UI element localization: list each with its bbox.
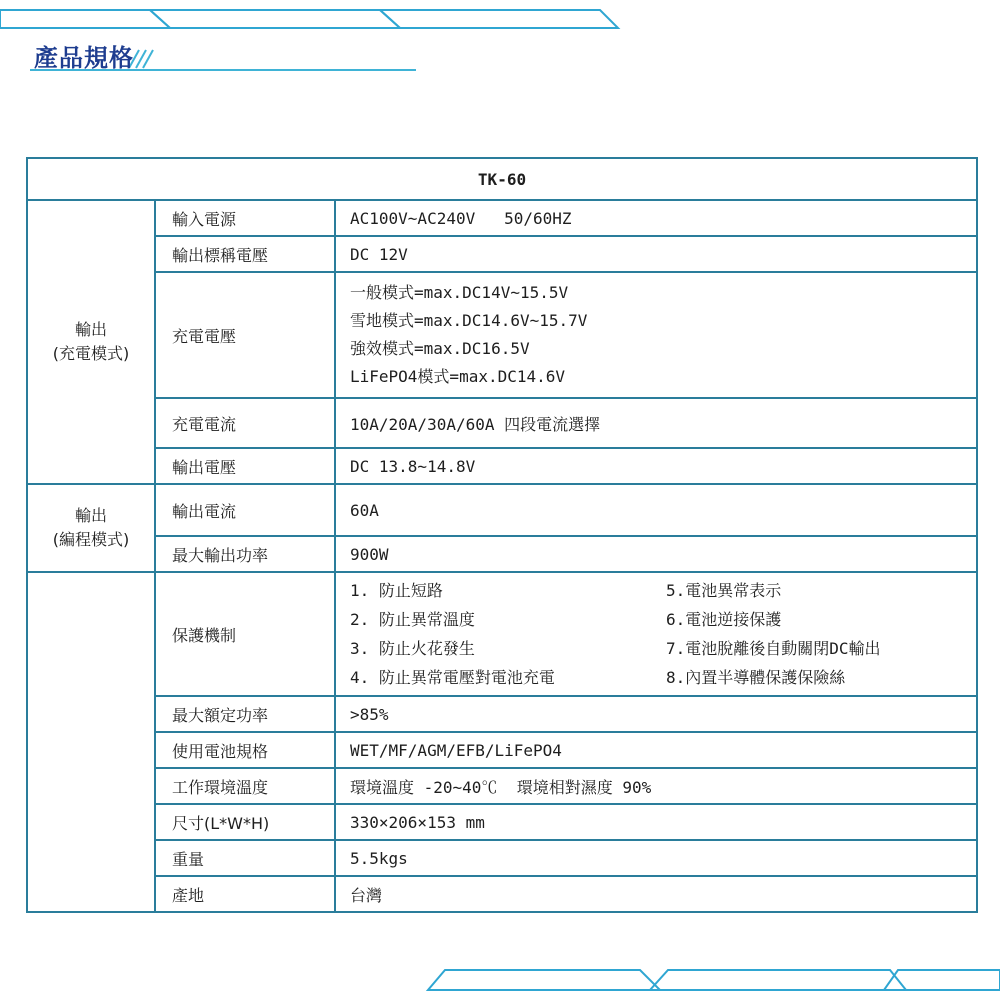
row-value: 900W: [335, 536, 977, 572]
row-label: 最大額定功率: [155, 696, 335, 732]
group-label: 輸出: [74, 506, 107, 525]
group-sublabel: (編程模式): [52, 530, 130, 549]
row-value: 10A/20A/30A/60A 四段電流選擇: [335, 398, 977, 448]
list-item: 一般模式=max.DC14V~15.5V: [350, 283, 569, 302]
group-empty: [27, 572, 155, 912]
table-row: [27, 236, 977, 272]
model-title: TK-60: [27, 158, 977, 200]
list-item: 6.電池逆接保護: [666, 610, 782, 629]
top-decoration: [0, 0, 1000, 80]
row-label: 重量: [155, 840, 335, 876]
list-item: 5.電池異常表示: [666, 581, 782, 600]
protection-list: [335, 572, 977, 696]
table-row: [27, 840, 977, 876]
list-item: 1. 防止短路: [350, 581, 443, 600]
group-charge-mode: [27, 200, 155, 484]
row-label: 充電電流: [155, 398, 335, 448]
protection-right-column: [666, 576, 881, 692]
list-item: 2. 防止異常溫度: [350, 610, 475, 629]
table-row: [27, 536, 977, 572]
list-item: 8.內置半導體保護保險絲: [666, 668, 846, 687]
list-item: LiFePO4模式=max.DC14.6V: [350, 367, 566, 386]
table-row: [27, 732, 977, 768]
row-value: 台灣: [335, 876, 977, 912]
row-label: 輸出電流: [155, 484, 335, 536]
charge-voltage-list: [335, 272, 977, 398]
table-row: [27, 572, 977, 696]
list-item: 7.電池脫離後自動關閉DC輸出: [666, 639, 881, 658]
row-value: >85%: [335, 696, 977, 732]
row-value: 60A: [335, 484, 977, 536]
table-title-row: [27, 158, 977, 200]
group-label: 輸出: [74, 320, 107, 339]
row-value: DC 13.8~14.8V: [335, 448, 977, 484]
protection-left-column: [350, 576, 666, 692]
table-row: [27, 200, 977, 236]
table-row: [27, 876, 977, 912]
table-row: [27, 804, 977, 840]
list-item: 強效模式=max.DC16.5V: [350, 339, 530, 358]
row-value: 環境溫度 -20~40℃ 環境相對濕度 90%: [335, 768, 977, 804]
row-label: 尺寸(L*W*H): [155, 804, 335, 840]
page-title: 產品規格: [34, 44, 134, 72]
group-program-mode: [27, 484, 155, 572]
table-row: [27, 484, 977, 536]
row-value: 5.5kgs: [335, 840, 977, 876]
row-label: 最大輸出功率: [155, 536, 335, 572]
row-value: DC 12V: [335, 236, 977, 272]
table-row: [27, 448, 977, 484]
spec-table: [26, 157, 978, 913]
row-label: 工作環境溫度: [155, 768, 335, 804]
table-row: [27, 696, 977, 732]
list-item: 3. 防止火花發生: [350, 639, 475, 658]
list-item: 雪地模式=max.DC14.6V~15.7V: [350, 311, 588, 330]
table-row: [27, 398, 977, 448]
row-label: 輸入電源: [155, 200, 335, 236]
group-sublabel: (充電模式): [52, 344, 130, 363]
row-label: 輸出標稱電壓: [155, 236, 335, 272]
row-label: 使用電池規格: [155, 732, 335, 768]
row-value: WET/MF/AGM/EFB/LiFePO4: [335, 732, 977, 768]
row-value: AC100V~AC240V 50/60HZ: [335, 200, 977, 236]
row-label: 產地: [155, 876, 335, 912]
table-row: [27, 768, 977, 804]
row-label: 輸出電壓: [155, 448, 335, 484]
row-label: 保護機制: [155, 572, 335, 696]
row-value: 330×206×153 mm: [335, 804, 977, 840]
list-item: 4. 防止異常電壓對電池充電: [350, 668, 555, 687]
row-label: 充電電壓: [155, 272, 335, 398]
table-row: [27, 272, 977, 398]
